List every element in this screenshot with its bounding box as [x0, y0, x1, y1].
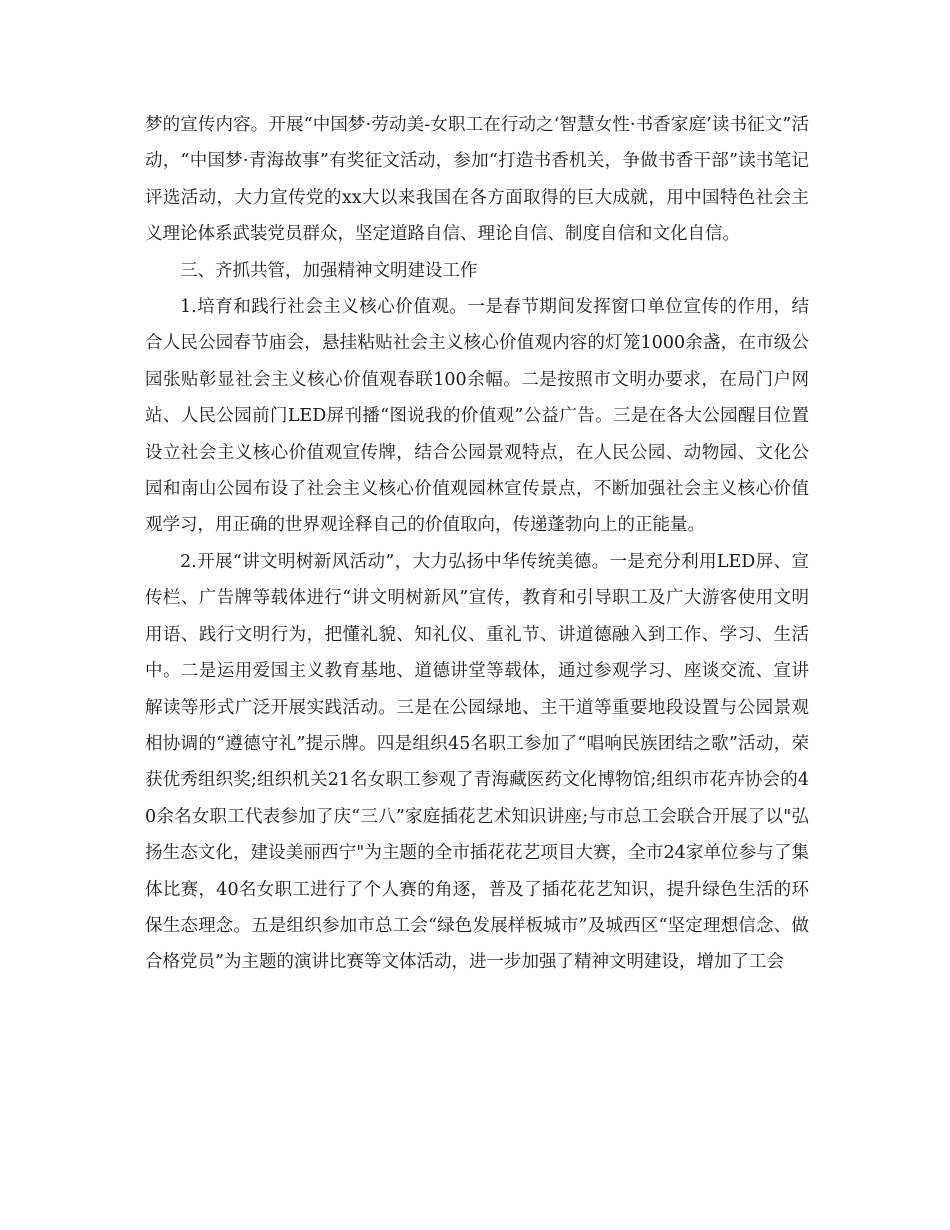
section-heading: 三、齐抓共管，加强精神文明建设工作: [180, 260, 478, 281]
document-body: [145, 107, 809, 981]
paragraph-civility-campaign: 2.开展“讲文明树新风活动”，大力弘扬中华传统美德。一是充分利用LED屏、宣传栏、广告牌等载体进行“讲文明树新风”宣传，教育和引导职工及广大游客使用文明用语、践行文明行为，把懂礼貌、知礼仪、重礼节、讲道德融入到工作、学习、生活中。二是运用爱国主义教育基地、道德讲堂等载体，通过参观学习、座谈交流、宣讲解读等形式广泛开展实践活动。三是在公园绿地、主干道等重要地段设置与公园景观相协调的“遵德守礼”提示牌。四是组织45名职工参加了“唱响民族团结之歌”活动，荣获优秀组织奖;组织机关21名女职工参观了青海藏医药文化博物馆;组织市花卉协会的40余名女职工代表参加了庆“三八”家庭插花艺术知识讲座;与市总工会联合开展了以"弘扬生态文化，建设美丽西宁"为主题的全市插花花艺项目大赛，全市24家单位参与了集体比赛，40名女职工进行了个人赛的角逐，普及了插花花艺知识，提升绿色生活的环保生态理念。五是组织参加市总工会“绿色发展样板城市”及城西区“坚定理想信念、做合格党员”为主题的演讲比赛等文体活动，进一步加强了精神文明建设，增加了工会: [145, 551, 809, 973]
paragraph-core-values: 1.培育和践行社会主义核心价值观。一是春节期间发挥窗口单位宣传的作用，结合人民公园春节庙会，悬挂粘贴社会主义核心价值观内容的灯笼1000余盏，在市级公园张贴彰显社会主义核心价值观春联100余幅。二是按照市文明办要求，在局门户网站、人民公园前门LED屏刊播“图说我的价值观”公益广告。三是在各大公园醒目位置设立社会主义核心价值观宣传牌，结合公园景观特点，在人民公园、动物园、文化公园和南山公园布设了社会主义核心价值观园林宣传景点，不断加强社会主义核心价值观学习，用正确的世界观诠释自己的价值取向，传递蓬勃向上的正能量。: [145, 297, 809, 536]
paragraph-continuation: 梦的宣传内容。开展“中国梦·劳动美-女职工在行动之‘智慧女性·书香家庭’读书征文”活动，“中国梦·青海故事”有奖征文活动，参加“打造书香机关，争做书香干部”读书笔记评选活动，大力宣传党的xx大以来我国在各方面取得的巨大成就，用中国特色社会主义理论体系武装党员群众，坚定道路自信、理论自信、制度自信和文化自信。: [145, 115, 809, 245]
